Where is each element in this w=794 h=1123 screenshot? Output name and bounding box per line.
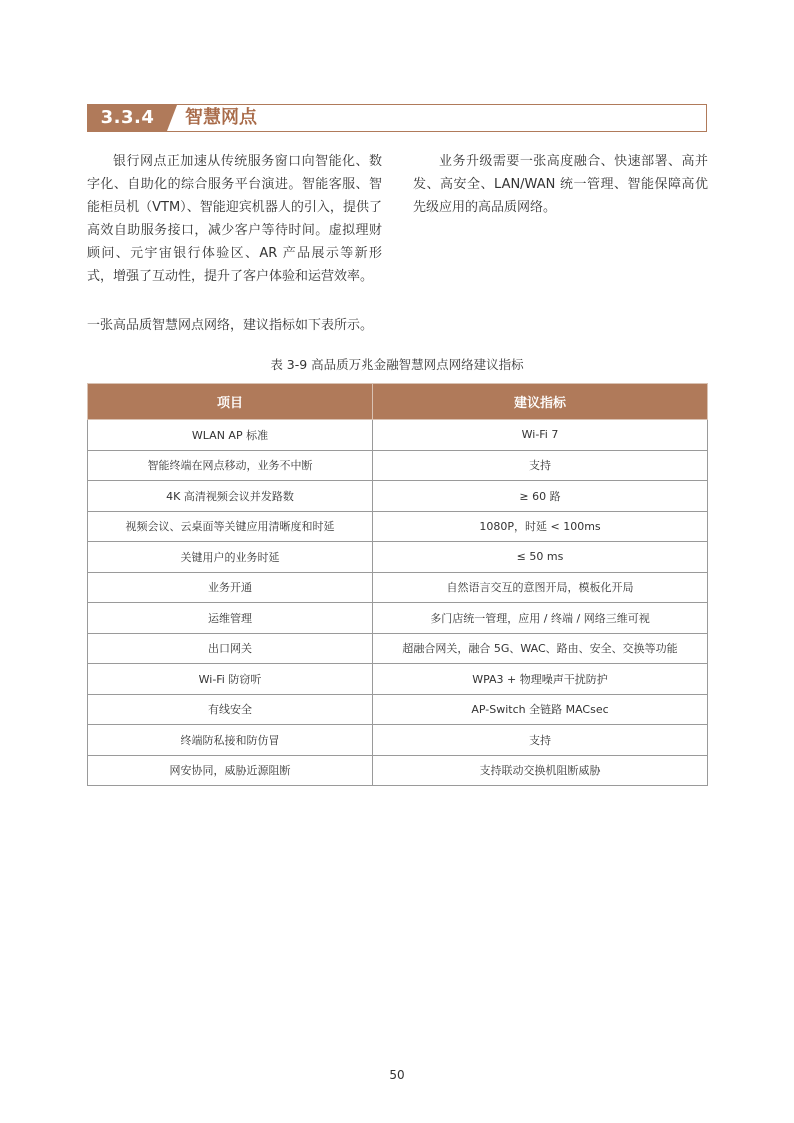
table-row <box>88 420 708 451</box>
row-value: 自然语言交互的意图开局，模板化开局 <box>373 572 708 603</box>
row-value: WPA3 + 物理噪声干扰防护 <box>373 664 708 695</box>
row-value: 支持 <box>373 725 708 756</box>
row-item: 运维管理 <box>88 603 373 634</box>
row-item: 终端防私接和防仿冒 <box>88 725 373 756</box>
table-row <box>88 450 708 481</box>
paragraph-right: 业务升级需要一张高度融合、快速部署、高并发、高安全、LAN/WAN 统一管理、智能保障高优先级应用的高品质网络。 <box>413 154 708 215</box>
table-row <box>88 542 708 573</box>
table-row <box>88 664 708 695</box>
table-row <box>88 481 708 512</box>
row-value: 支持联动交换机阻断威胁 <box>373 755 708 786</box>
row-value: 支持 <box>373 450 708 481</box>
row-item: 业务开通 <box>88 572 373 603</box>
section-number: 3.3.4 <box>88 105 167 131</box>
section-header <box>87 104 707 132</box>
row-value: ≤ 50 ms <box>373 542 708 573</box>
row-item: WLAN AP 标准 <box>88 420 373 451</box>
row-item: 网安协同，威胁近源阻断 <box>88 755 373 786</box>
row-value: AP-Switch 全链路 MACsec <box>373 694 708 725</box>
row-item: Wi-Fi 防窃听 <box>88 664 373 695</box>
row-item: 有线安全 <box>88 694 373 725</box>
row-item: 出口网关 <box>88 633 373 664</box>
row-item: 关键用户的业务时延 <box>88 542 373 573</box>
row-value: 1080P，时延 < 100ms <box>373 511 708 542</box>
row-item: 智能终端在网点移动，业务不中断 <box>88 450 373 481</box>
table-caption: 表 3-9 高品质万兆金融智慧网点网络建议指标 <box>270 357 524 372</box>
header-recommendation: 建议指标 <box>373 384 708 420</box>
section-title: 智慧网点 <box>185 107 257 128</box>
spec-table <box>87 383 708 786</box>
row-value: Wi-Fi 7 <box>373 420 708 451</box>
table-header-row <box>88 384 708 420</box>
table-row <box>88 603 708 634</box>
row-item: 视频会议、云桌面等关键应用清晰度和时延 <box>88 511 373 542</box>
paragraph-left: 银行网点正加速从传统服务窗口向智能化、数字化、自助化的综合服务平台演进。智能客服、智能柜员机（VTM）、智能迎宾机器人的引入，提供了高效自助服务接口，减少客户等待时间。虚拟理财顾问、元宇宙银行体验区、AR 产品展示等新形式，增强了互动性，提升了客户体验和运营效率。 <box>87 154 382 284</box>
header-item: 项目 <box>88 384 373 420</box>
row-item: 4K 高清视频会议并发路数 <box>88 481 373 512</box>
table-row <box>88 572 708 603</box>
table-row <box>88 694 708 725</box>
table-row <box>88 755 708 786</box>
section-number-notch <box>167 105 177 131</box>
table-row <box>88 511 708 542</box>
page-number: 50 <box>389 1068 405 1082</box>
table-row <box>88 725 708 756</box>
table-row <box>88 633 708 664</box>
row-value: 多门店统一管理，应用 / 终端 / 网络三维可视 <box>373 603 708 634</box>
row-value: ≥ 60 路 <box>373 481 708 512</box>
lead-sentence: 一张高品质智慧网点网络，建议指标如下表所示。 <box>87 318 374 333</box>
row-value: 超融合网关，融合 5G、WAC、路由、安全、交换等功能 <box>373 633 708 664</box>
